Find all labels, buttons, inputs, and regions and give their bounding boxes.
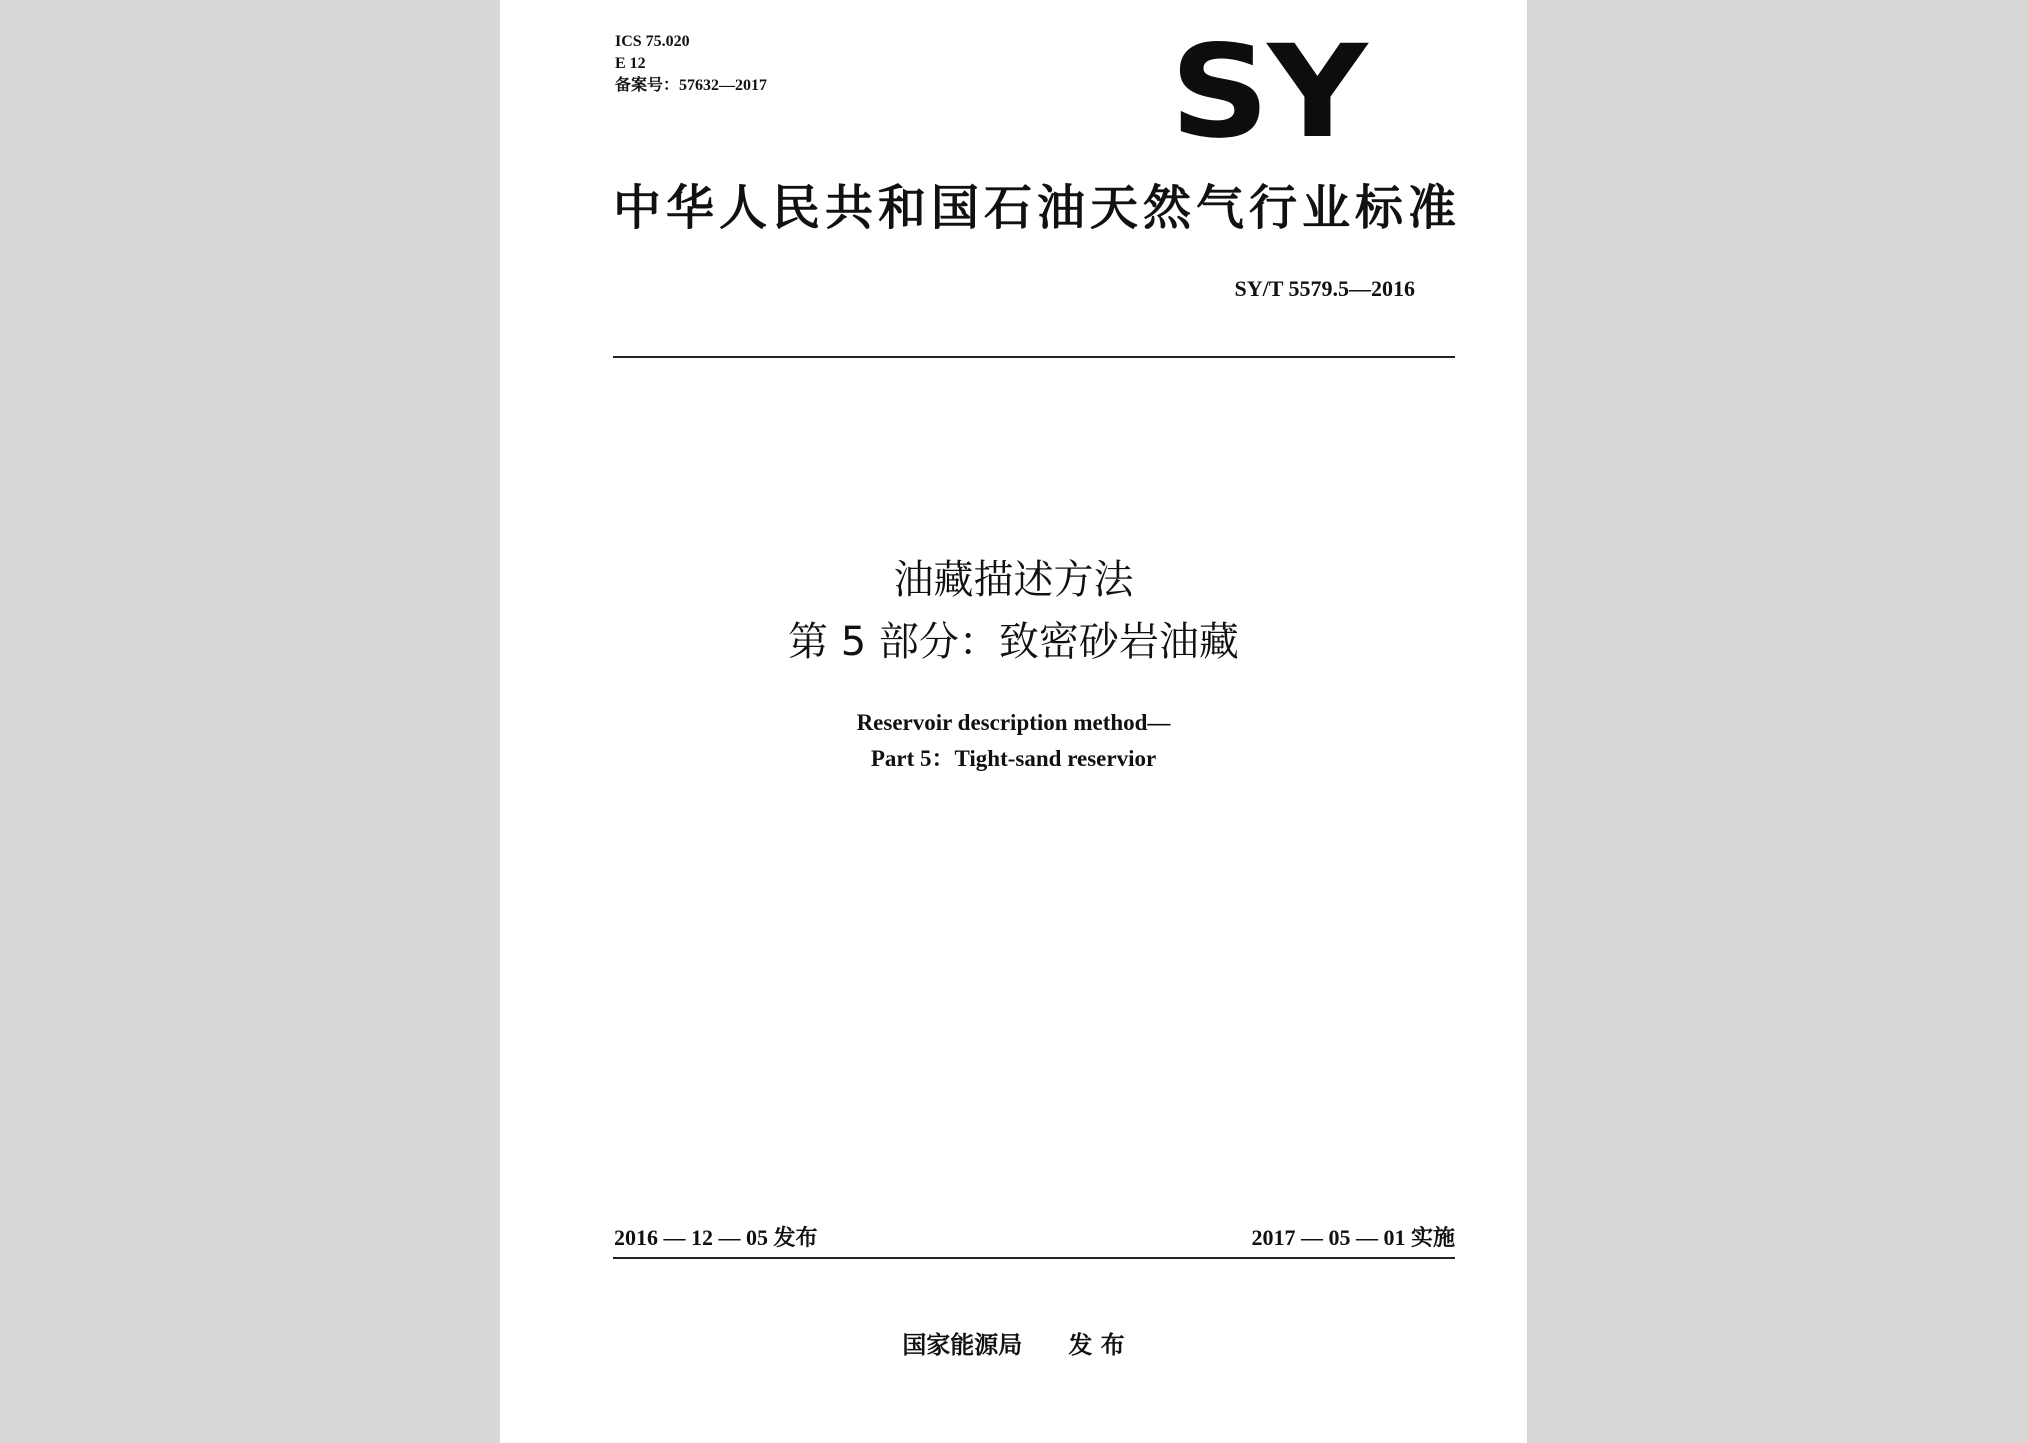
implementation-date: 2017 — 05 — 01 实施 [1251, 1225, 1455, 1250]
publisher-name: 国家能源局 [902, 1331, 1023, 1359]
standard-number: SY/T 5579.5—2016 [1234, 276, 1415, 301]
chinese-title-line-1: 油藏描述方法 [893, 557, 1134, 603]
issue-date: 2016 — 12 — 05 发布 [614, 1225, 818, 1250]
sy-logo: SY [1170, 18, 1366, 167]
english-title-line-1: Reservoir description method— [856, 710, 1171, 735]
classification-code: E 12 [615, 55, 646, 72]
chinese-title-line-2: 第 5 部分：致密砂岩油藏 [788, 619, 1239, 665]
publisher-line [500, 1328, 1527, 1362]
publisher-action: 发 布 [1068, 1331, 1125, 1359]
header-divider [613, 356, 1455, 358]
footer-divider [613, 1257, 1455, 1259]
standard-category-title: 中华人民共和国石油天然气行业标准 [613, 180, 1462, 236]
filing-number: 备案号：57632—2017 [615, 77, 768, 94]
english-title-line-2: Part 5：Tight-sand reservior [870, 746, 1157, 771]
ics-code: ICS 75.020 [615, 33, 690, 50]
document-page [500, 0, 1527, 1443]
